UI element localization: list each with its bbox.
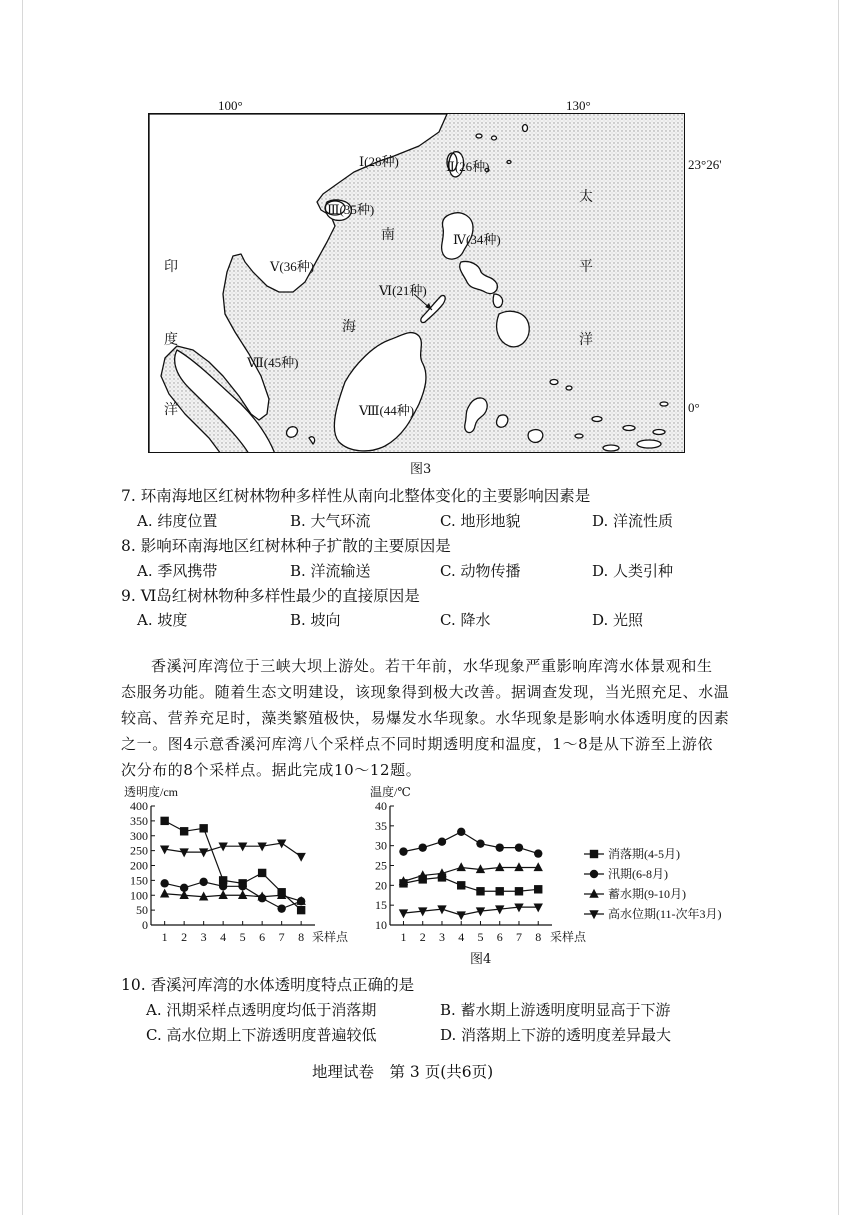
chart2-series-2-point-3 — [438, 838, 446, 846]
passage-line-2: 态服务功能。随着生态文明建设，该现象得到极大改善。据调查发现，当光照充足、水温 — [121, 683, 730, 701]
latitude-equator: 0° — [688, 400, 700, 415]
chart2-series-2-point-5 — [476, 839, 484, 847]
chart1-x-tick-label-5: 5 — [239, 930, 246, 944]
chart1-series-4-point-6 — [257, 842, 266, 851]
region-viii-label: Ⅷ(44种) — [359, 403, 415, 418]
chart2-series-1-point-4 — [457, 881, 465, 889]
chart1-series-4-point-5 — [238, 842, 247, 851]
chart2-x-tick-label-4: 4 — [458, 930, 465, 944]
chart2-y-tick-label-30: 30 — [375, 838, 387, 853]
chart1-series-1-point-6 — [258, 869, 266, 877]
chart2-y-tick-label-25: 25 — [375, 858, 387, 873]
ocean-tai: 太 — [579, 190, 593, 205]
chart1-series-2-point-7 — [277, 904, 285, 912]
chart2-series-3-point-6 — [495, 862, 504, 871]
chart2-series-4-point-1 — [399, 909, 408, 918]
question-10-stem: 10. 香溪河库湾的水体透明度特点正确的是 — [121, 976, 415, 994]
q8-option-c[interactable]: C. 动物传播 — [440, 562, 521, 580]
region-iv-label: Ⅳ(34种) — [453, 232, 501, 247]
chart2-series-3-point-4 — [457, 862, 466, 871]
q7-option-a[interactable]: A. 纬度位置 — [137, 512, 218, 530]
chart1-x-tick-label-1: 1 — [161, 930, 168, 944]
chart1-x-tick-label-3: 3 — [200, 930, 207, 944]
ocean-du: 度 — [164, 333, 178, 348]
chart2-series-1-point-6 — [496, 887, 504, 895]
chart1-y-tick-label-50: 50 — [136, 903, 148, 918]
region-vi-label: Ⅵ(21种) — [379, 283, 427, 298]
chart1-x-tick-label-7: 7 — [278, 930, 285, 944]
chart2-series-2-point-8 — [534, 849, 542, 857]
ocean-ping: 平 — [579, 260, 593, 275]
chart2-series-4-point-8 — [534, 903, 543, 912]
chart1-series-3-point-5 — [238, 890, 247, 899]
q10-option-b[interactable]: B. 蓄水期上游透明度明显高于下游 — [440, 1001, 671, 1019]
chart2-series-3-point-8 — [534, 862, 543, 871]
chart1-x-tick-label-8: 8 — [298, 930, 305, 944]
chart2-x-tick-label-5: 5 — [477, 930, 484, 944]
legend-marker-4 — [589, 910, 598, 919]
chart2-series-2-point-6 — [496, 843, 504, 851]
passage-line-5: 次分布的8个采样点。据此完成10～12题。 — [121, 761, 422, 779]
chart2-x-tick-label-6: 6 — [496, 930, 503, 944]
ocean-yang-indian: 洋 — [164, 403, 178, 418]
chart2-y-tick-label-40: 40 — [375, 799, 387, 813]
chart1-series-1-point-2 — [180, 827, 188, 835]
chart2-y-tick-label-20: 20 — [375, 878, 387, 893]
chart2-series-2-point-2 — [419, 843, 427, 851]
chart1-series-4-point-2 — [179, 848, 188, 857]
chart1-series-1-point-8 — [297, 906, 305, 914]
chart2-x-tick-label-7: 7 — [515, 930, 522, 944]
chart2-x-tick-label-3: 3 — [438, 930, 445, 944]
question-9-stem: 9. Ⅵ岛红树林物种多样性最少的直接原因是 — [121, 587, 420, 605]
chart2-series-1-point-8 — [534, 885, 542, 893]
chart1-x-tick-label-6: 6 — [259, 930, 266, 944]
chart2-x-tick-label-8: 8 — [535, 930, 542, 944]
q7-option-d[interactable]: D. 洋流性质 — [592, 512, 674, 530]
chart1-series-1-point-3 — [199, 824, 207, 832]
region-i-label: Ⅰ(28种) — [359, 154, 399, 169]
longitude-100: 100° — [218, 98, 243, 113]
question-7-stem: 7. 环南海地区红树林物种多样性从南向北整体变化的主要影响因素是 — [121, 487, 591, 505]
chart1-y-tick-label-150: 150 — [130, 873, 148, 888]
chart1-series-1-point-1 — [160, 817, 168, 825]
sea-nan: 南 — [381, 228, 395, 243]
region-iii-label: Ⅲ(35种) — [327, 202, 375, 217]
ocean-yang-pacific: 洋 — [579, 333, 593, 348]
legend-label-4: 高水位期(11-次年3月) — [608, 907, 722, 921]
chart1-series-3-point-1 — [160, 889, 169, 898]
passage-line-3: 较高、营养充足时，藻类繁殖极快，易爆发水华现象。水华现象是影响水体透明度的因素 — [121, 709, 730, 727]
q8-option-a[interactable]: A. 季风携带 — [137, 562, 218, 580]
q9-option-a[interactable]: A. 坡度 — [137, 611, 188, 629]
chart1-y-tick-label-100: 100 — [130, 888, 148, 903]
ocean-yin: 印 — [164, 260, 178, 275]
chart2-series-1-point-7 — [515, 887, 523, 895]
legend-marker-1 — [590, 850, 598, 858]
region-v-label: Ⅴ(36种) — [270, 259, 315, 274]
q10-option-a[interactable]: A. 汛期采样点透明度均低于消落期 — [146, 1001, 377, 1019]
chart2-series-2-point-7 — [515, 843, 523, 851]
sea-hai: 海 — [342, 320, 356, 335]
chart1-y-label: 透明度/cm — [124, 785, 178, 799]
q8-option-b[interactable]: B. 洋流输送 — [290, 562, 371, 580]
region-ii-label: Ⅱ(26种) — [446, 159, 490, 174]
chart1-series-4-point-8 — [296, 853, 305, 862]
figure3-caption: 图3 — [410, 462, 432, 477]
q10-option-d[interactable]: D. 消落期上下游的透明度差异最大 — [440, 1026, 672, 1044]
q9-option-b[interactable]: B. 坡向 — [290, 611, 341, 629]
chart2-y-tick-label-15: 15 — [375, 898, 387, 913]
legend-label-3: 蓄水期(9-10月) — [608, 887, 686, 901]
chart1-series-2-point-4 — [219, 882, 227, 890]
chart1-x-tick-label-2: 2 — [181, 930, 188, 944]
chart1-series-2-point-5 — [238, 882, 246, 890]
passage — [121, 653, 741, 783]
chart2-y-tick-label-35: 35 — [375, 818, 387, 833]
chart1-x-tick-label-4: 4 — [220, 930, 227, 944]
q8-option-d[interactable]: D. 人类引种 — [592, 562, 674, 580]
question-8-stem: 8. 影响环南海地区红树林种子扩散的主要原因是 — [121, 537, 451, 555]
mindanao-island — [497, 311, 530, 347]
passage-line-4: 之一。图4示意香溪河库湾八个采样点不同时期透明度和温度，1～8是从下游至上游依 — [121, 735, 714, 753]
chart2-series-2-point-1 — [399, 847, 407, 855]
chart2-series-4-point-4 — [457, 911, 466, 920]
legend-marker-2 — [590, 870, 598, 878]
legend-label-1: 消落期(4-5月) — [608, 847, 680, 861]
chart2-series-3-point-7 — [514, 862, 523, 871]
chart1-y-tick-label-400: 400 — [130, 799, 148, 813]
longitude-130: 130° — [566, 98, 591, 113]
chart1-y-tick-label-0: 0 — [142, 918, 148, 932]
chart2-y-label: 温度/℃ — [370, 785, 411, 799]
region-vii-label: Ⅶ(45种) — [247, 355, 299, 370]
legend-marker-3 — [589, 889, 598, 898]
chart2-x-tick-label-1: 1 — [400, 930, 407, 944]
q9-option-c[interactable]: C. 降水 — [440, 611, 491, 629]
passage-line-1: 香溪河库湾位于三峡大坝上游处。若干年前，水华现象严重影响库湾水体景观和生 — [151, 657, 713, 675]
chart1-series-3-point-4 — [218, 890, 227, 899]
chart1-series-2-point-1 — [160, 879, 168, 887]
chart1-x-label: 采样点 — [312, 930, 349, 944]
latitude-tropic: 23°26' — [688, 157, 722, 172]
q7-option-c[interactable]: C. 地形地貌 — [440, 512, 521, 530]
chart1-series-2-point-3 — [199, 878, 207, 886]
figure4-caption: 图4 — [470, 952, 492, 967]
south-china-sea-map — [148, 113, 685, 453]
chart1-y-tick-label-200: 200 — [130, 858, 148, 873]
chart2-x-label: 采样点 — [550, 930, 587, 944]
q9-option-d[interactable]: D. 光照 — [592, 611, 644, 629]
q10-option-c[interactable]: C. 高水位期上下游透明度普遍较低 — [146, 1026, 377, 1044]
chart1-y-tick-label-250: 250 — [130, 843, 148, 858]
chart2-series-2-point-4 — [457, 828, 465, 836]
figure4-charts — [0, 778, 860, 953]
chart2-series-1-point-5 — [476, 887, 484, 895]
chart2-y-tick-label-10: 10 — [375, 918, 387, 932]
chart1-y-tick-label-300: 300 — [130, 828, 148, 843]
page-footer: 地理试卷 第 3 页(共6页) — [312, 1063, 494, 1081]
chart1-series-4-point-3 — [199, 848, 208, 857]
chart1-y-tick-label-350: 350 — [130, 813, 148, 828]
legend-label-2: 汛期(6-8月) — [608, 867, 668, 881]
q7-option-b[interactable]: B. 大气环流 — [290, 512, 371, 530]
chart2-x-tick-label-2: 2 — [419, 930, 426, 944]
